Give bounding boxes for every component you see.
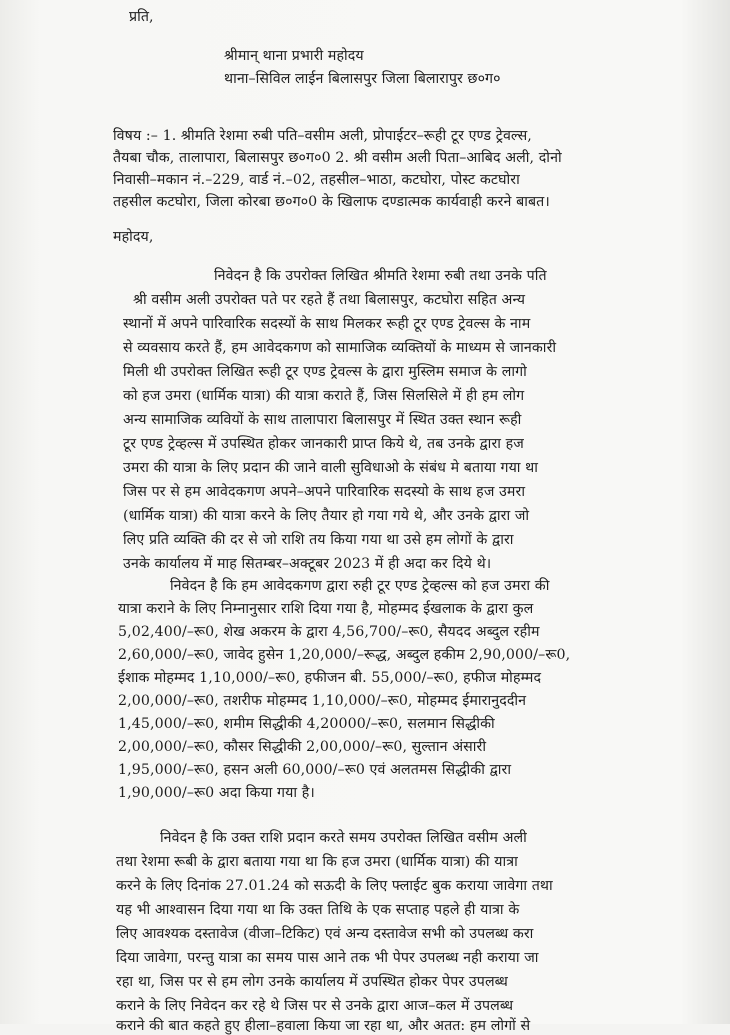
paragraph-line: 2,00,000/–रू0, कौसर सिद्धीकी 2,00,000/–रू0, सुल्तान अंसारी	[118, 739, 487, 755]
recipient-prati: प्रति,	[129, 9, 154, 25]
salutation: महोदय,	[113, 229, 154, 245]
paragraph-line: से व्यवसाय करते हैं, हम आवेदकगण को सामाजिक व्यक्तियों के माध्यम से जानकारी	[123, 340, 557, 356]
paragraph-line: मिली थी उपरोक्त लिखित रूही टूर एण्ड ट्रेवल्स के द्वारा मुस्लिम समाज के लागो	[123, 364, 527, 380]
paragraph-line: यात्रा कराने के लिए निम्नानुसार राशि दिया गया है, मोहम्मद ईखलाक के द्वारा कुल	[118, 601, 534, 617]
paragraph-line: 5,02,400/–रू0, शेख अकरम के द्वारा 4,56,700/–रू0, सैयदद अब्दुल रहीम	[118, 624, 540, 640]
paragraph-line: 2,00,000/–रू0, तशरीफ मोहम्मद 1,10,000/–रू0, मोहम्मद ईमारानुददीन	[118, 693, 527, 709]
subject-line: निवासी–मकान नं.–229, वार्ड नं.–02, तहसील–भाठा, कटघोरा, पोस्ट कटघोरा	[113, 172, 520, 188]
paragraph-line: 1,45,000/–रू0, शमीम सिद्धीकी 4,20000/–रू0, सलमान सिद्धीकी	[118, 716, 495, 732]
paragraph-line: लिए प्रति व्यक्ति की दर से जो राशि तय किया गया था उसे हम लोगों के द्वारा	[123, 532, 514, 548]
subject-line: तैयबा चौक, तालापारा, बिलासपुर छ०ग०0 2. श्री वसीम अली पिता–आबिद अली, दोनो	[113, 150, 562, 166]
paragraph-line: (धार्मिक यात्रा) की यात्रा करने के लिए तैयार हो गया गये थे, और उनके द्वारा जो	[123, 508, 530, 524]
paragraph-line: टूर एण्ड ट्रेव्हल्स में उपस्थित होकर जानकारी प्राप्त किये थे, तब उनके द्वारा हज	[123, 436, 524, 452]
paragraph-line: स्थानों में अपने पारिवारिक सदस्यों के साथ मिलकर रूही टूर एण्ड ट्रेवल्स के नाम	[123, 316, 531, 332]
paragraph-line: निवेदन है कि उक्त राशि प्रदान करते समय उपरोक्त लिखित वसीम अली	[160, 830, 527, 846]
paragraph-line: निवेदन है कि हम आवेदकगण द्वारा रुही टूर एण्ड ट्रेव्हल्स को हज उमरा की	[170, 578, 550, 594]
paragraph-line: को हज उमरा (धार्मिक यात्रा) की यात्रा कराते हैं, जिस सिलसिले में ही हम लोग	[123, 388, 525, 404]
paragraph-line: 1,90,000/–रू0 अदा किया गया है।	[118, 785, 315, 801]
paragraph-line: उनके कार्यालय में माह सितम्बर–अक्टूबर 2023 में ही अदा कर दिये थे।	[123, 556, 492, 572]
paragraph-line: 2,60,000/–रू0, जावेद हुसेन 1,20,000/–रूद्ध, अब्दुल हकीम 2,90,000/–रू0,	[118, 647, 571, 663]
paragraph-line: जिस पर से हम आवेदकगण अपने–अपने पारिवारिक सदस्यो के साथ हज उमरा	[123, 484, 526, 500]
paragraph-line: उमरा की यात्रा के लिए प्रदान की जाने वाली सुविधाओ के संबंध मे बताया गया था	[123, 460, 539, 476]
paragraph-line: लिए आवश्यक दस्तावेज (वीजा–टिकिट) एवं अन्य दस्तावेज सभी को उपलब्ध करा	[116, 926, 534, 942]
recipient-address-line-2: थाना–सिविल लाईन बिलासपुर जिला बिलारापुर छ०ग०	[224, 71, 501, 87]
paragraph-line: कराने की बात कहते हुए हीला–हवाला किया जा रहा था, और अतत: हम लोगों से	[116, 1018, 531, 1034]
paragraph-line: अन्य सामाजिक व्यवियों के साथ तालापारा बिलासपुर में स्थित उक्त स्थान रूही	[123, 412, 522, 428]
paragraph-line: करने के लिए दिनांक 27.01.24 को सऊदी के लिए फ्लाईट बुक कराया जावेगा तथा	[116, 878, 553, 894]
paragraph-line: रहा था, जिस पर से हम लोग उनके कार्यालय में उपस्थित होकर पेपर उपलब्ध	[116, 974, 508, 990]
paragraph-line: यह भी आश्वासन दिया गया था कि उक्त तिथि के एक सप्ताह पहले ही यात्रा के	[116, 902, 520, 918]
paragraph-line: दिया जावेगा, परन्तु यात्रा का समय पास आने तक भी पेपर उपलब्ध नही कराया जा	[116, 950, 539, 966]
paragraph-line: तथा रेशमा रूबी के द्वारा बताया गया था कि हज उमरा (धार्मिक यात्रा) की यात्रा	[116, 854, 518, 870]
paragraph-line: 1,95,000/–रू0, हसन अली 60,000/–रू0 एवं अलतमस सिद्धीकी द्वारा	[118, 762, 512, 778]
paragraph-line: ईशाक मोहम्मद 1,10,000/–रू0, हफीजन बी. 55,000/–रू0, हफीज मोहम्मद	[118, 670, 542, 686]
recipient-address-line-1: श्रीमान् थाना प्रभारी महोदय	[224, 48, 364, 64]
paragraph-line: कराने के लिए निवेदन कर रहे थे जिस पर से उनके द्वारा आज–कल में उपलब्ध	[116, 998, 514, 1014]
paragraph-line: निवेदन है कि उपरोक्त लिखित श्रीमति रेशमा रुबी तथा उनके पति	[214, 268, 547, 284]
paragraph-line: श्री वसीम अली उपरोक्त पते पर रहते हैं तथा बिलासपुर, कटघोरा सहित अन्य	[133, 292, 526, 308]
subject-line: विषय :– 1. श्रीमति रेशमा रुबी पति–वसीम अली, प्रोपाईटर–रूही टूर एण्ड ट्रेवल्स,	[113, 128, 532, 144]
subject-line: तहसील कटघोरा, जिला कोरबा छ०ग०0 के खिलाफ दण्डात्मक कार्यवाही करने बाबत।	[113, 194, 550, 210]
